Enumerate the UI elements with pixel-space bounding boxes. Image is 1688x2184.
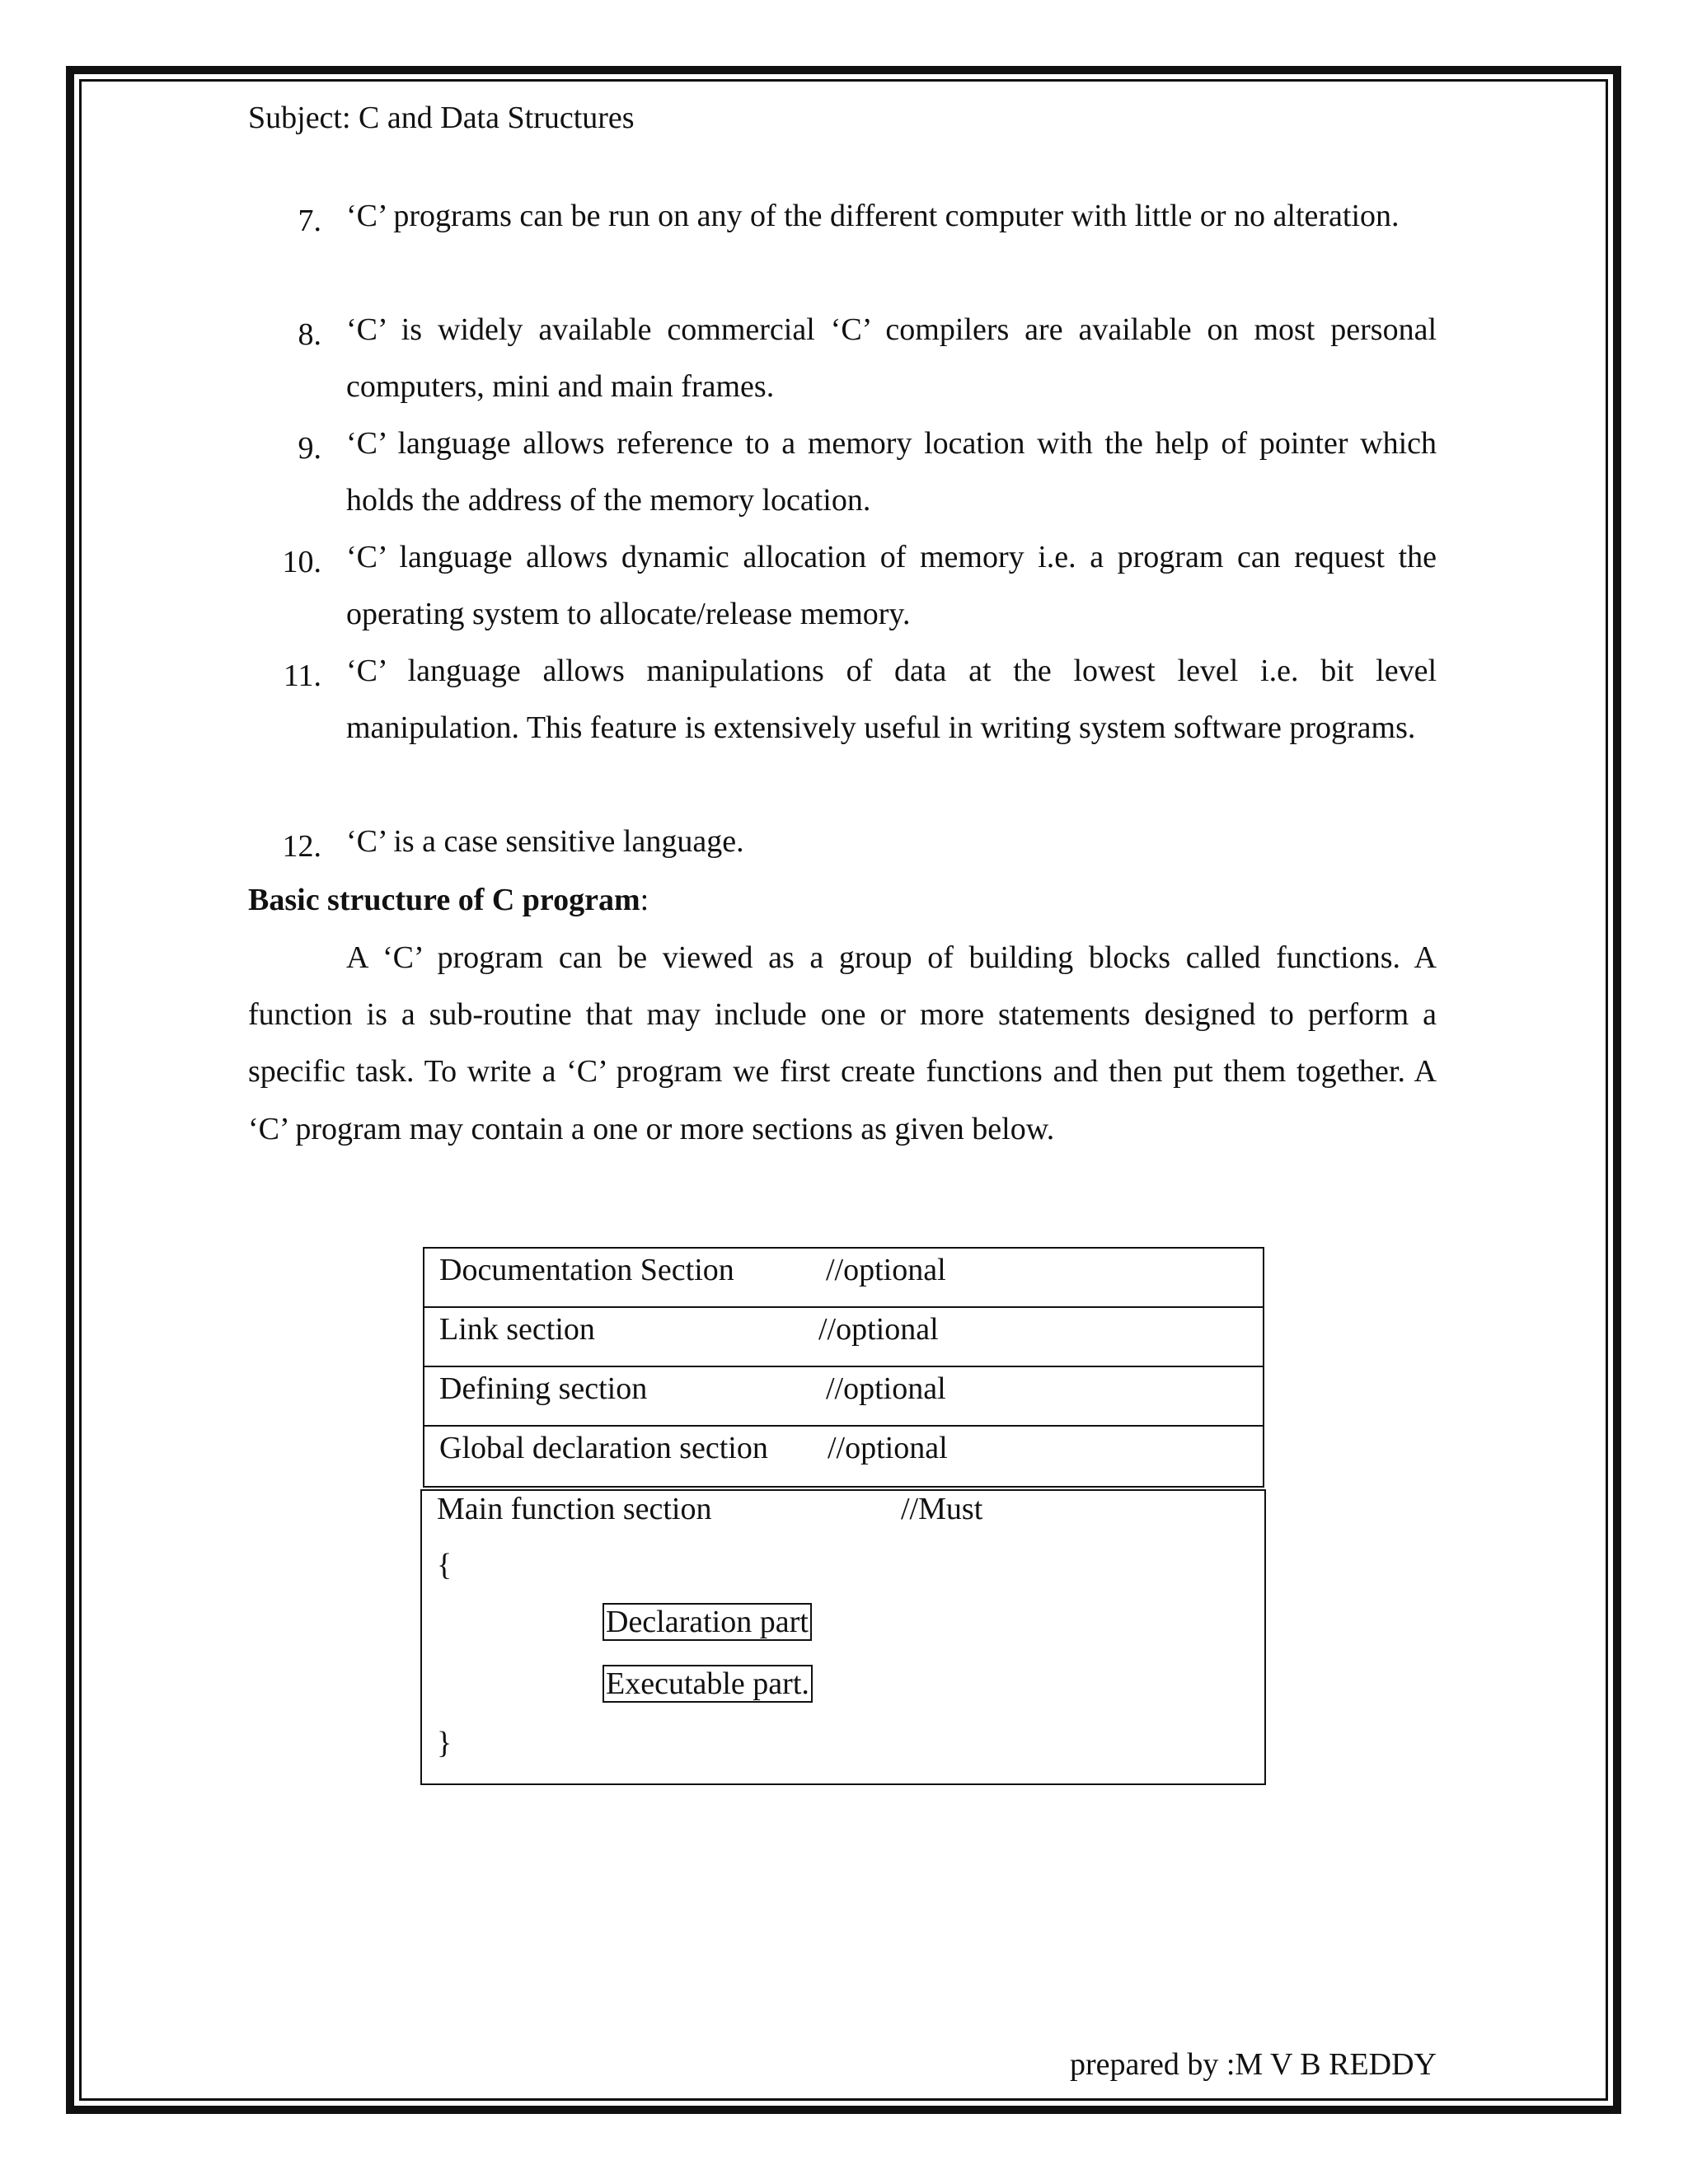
list-item-number: 10.: [282, 545, 321, 579]
main-function-section-box: [420, 1489, 1266, 1785]
documentation-section-row: [424, 1249, 1263, 1308]
defining-section-row: [424, 1367, 1263, 1427]
list-item-text: ‘C’ is a case sensitive language.: [346, 824, 744, 859]
section-paragraph: A ‘C’ program can be viewed as a group of building blocks called functions. A function is a sub-routine that may include one or more statements designed to perform a specific task. To write a ‘C’ program we first create functions and then put them together. A ‘C’ program may contain a one or more sections as given below.: [248, 940, 1437, 1146]
list-item-number: 8.: [298, 317, 321, 352]
section-label: Documentation Section: [439, 1253, 734, 1287]
open-brace: {: [437, 1548, 452, 1582]
declaration-part-box: Declaration part: [603, 1603, 812, 1641]
section-comment: //optional: [826, 1253, 946, 1287]
subject-header: Subject: C and Data Structures: [248, 101, 635, 135]
link-section-row: [424, 1308, 1263, 1367]
close-brace: }: [437, 1726, 452, 1760]
list-item-number: 12.: [282, 829, 321, 864]
section-label: Link section: [439, 1312, 595, 1347]
section-heading: [248, 879, 649, 921]
global-declaration-section-row: [424, 1427, 1263, 1486]
list-item-text: ‘C’ programs can be run on any of the different computer with little or no alteration.: [346, 199, 1400, 233]
section-comment: //optional: [828, 1431, 948, 1465]
section-comment: //optional: [818, 1312, 939, 1347]
list-item-number: 11.: [283, 658, 321, 693]
list-item-text: ‘C’ is widely available commercial ‘C’ compilers are available on most personal computers, mini and main frames.: [346, 312, 1437, 405]
section-heading-suffix: :: [640, 883, 649, 917]
list-item-number: 7.: [298, 204, 321, 238]
section-label: Defining section: [439, 1371, 648, 1406]
list-item-text: ‘C’ language allows reference to a memory location with the help of pointer which holds the address of the memory location.: [346, 426, 1437, 518]
prepared-by-footer: prepared by :M V B REDDY: [1069, 2047, 1437, 2082]
program-structure-table: [423, 1247, 1264, 1488]
section-label: Global declaration section: [439, 1431, 768, 1465]
main-function-label: Main function section: [437, 1492, 712, 1526]
main-function-comment: //Must: [901, 1492, 983, 1526]
list-item-number: 9.: [298, 431, 321, 466]
section-heading-text: Basic structure of C program: [248, 883, 640, 917]
list-item-text: ‘C’ language allows manipulations of data at the lowest level i.e. bit level manipulation. This feature is extensively useful in writing system software programs.: [346, 654, 1437, 746]
executable-part-box: Executable part.: [603, 1665, 813, 1703]
list-item-text: ‘C’ language allows dynamic allocation of memory i.e. a program can request the operating system to allocate/release memory.: [346, 540, 1437, 632]
section-comment: //optional: [826, 1371, 946, 1406]
